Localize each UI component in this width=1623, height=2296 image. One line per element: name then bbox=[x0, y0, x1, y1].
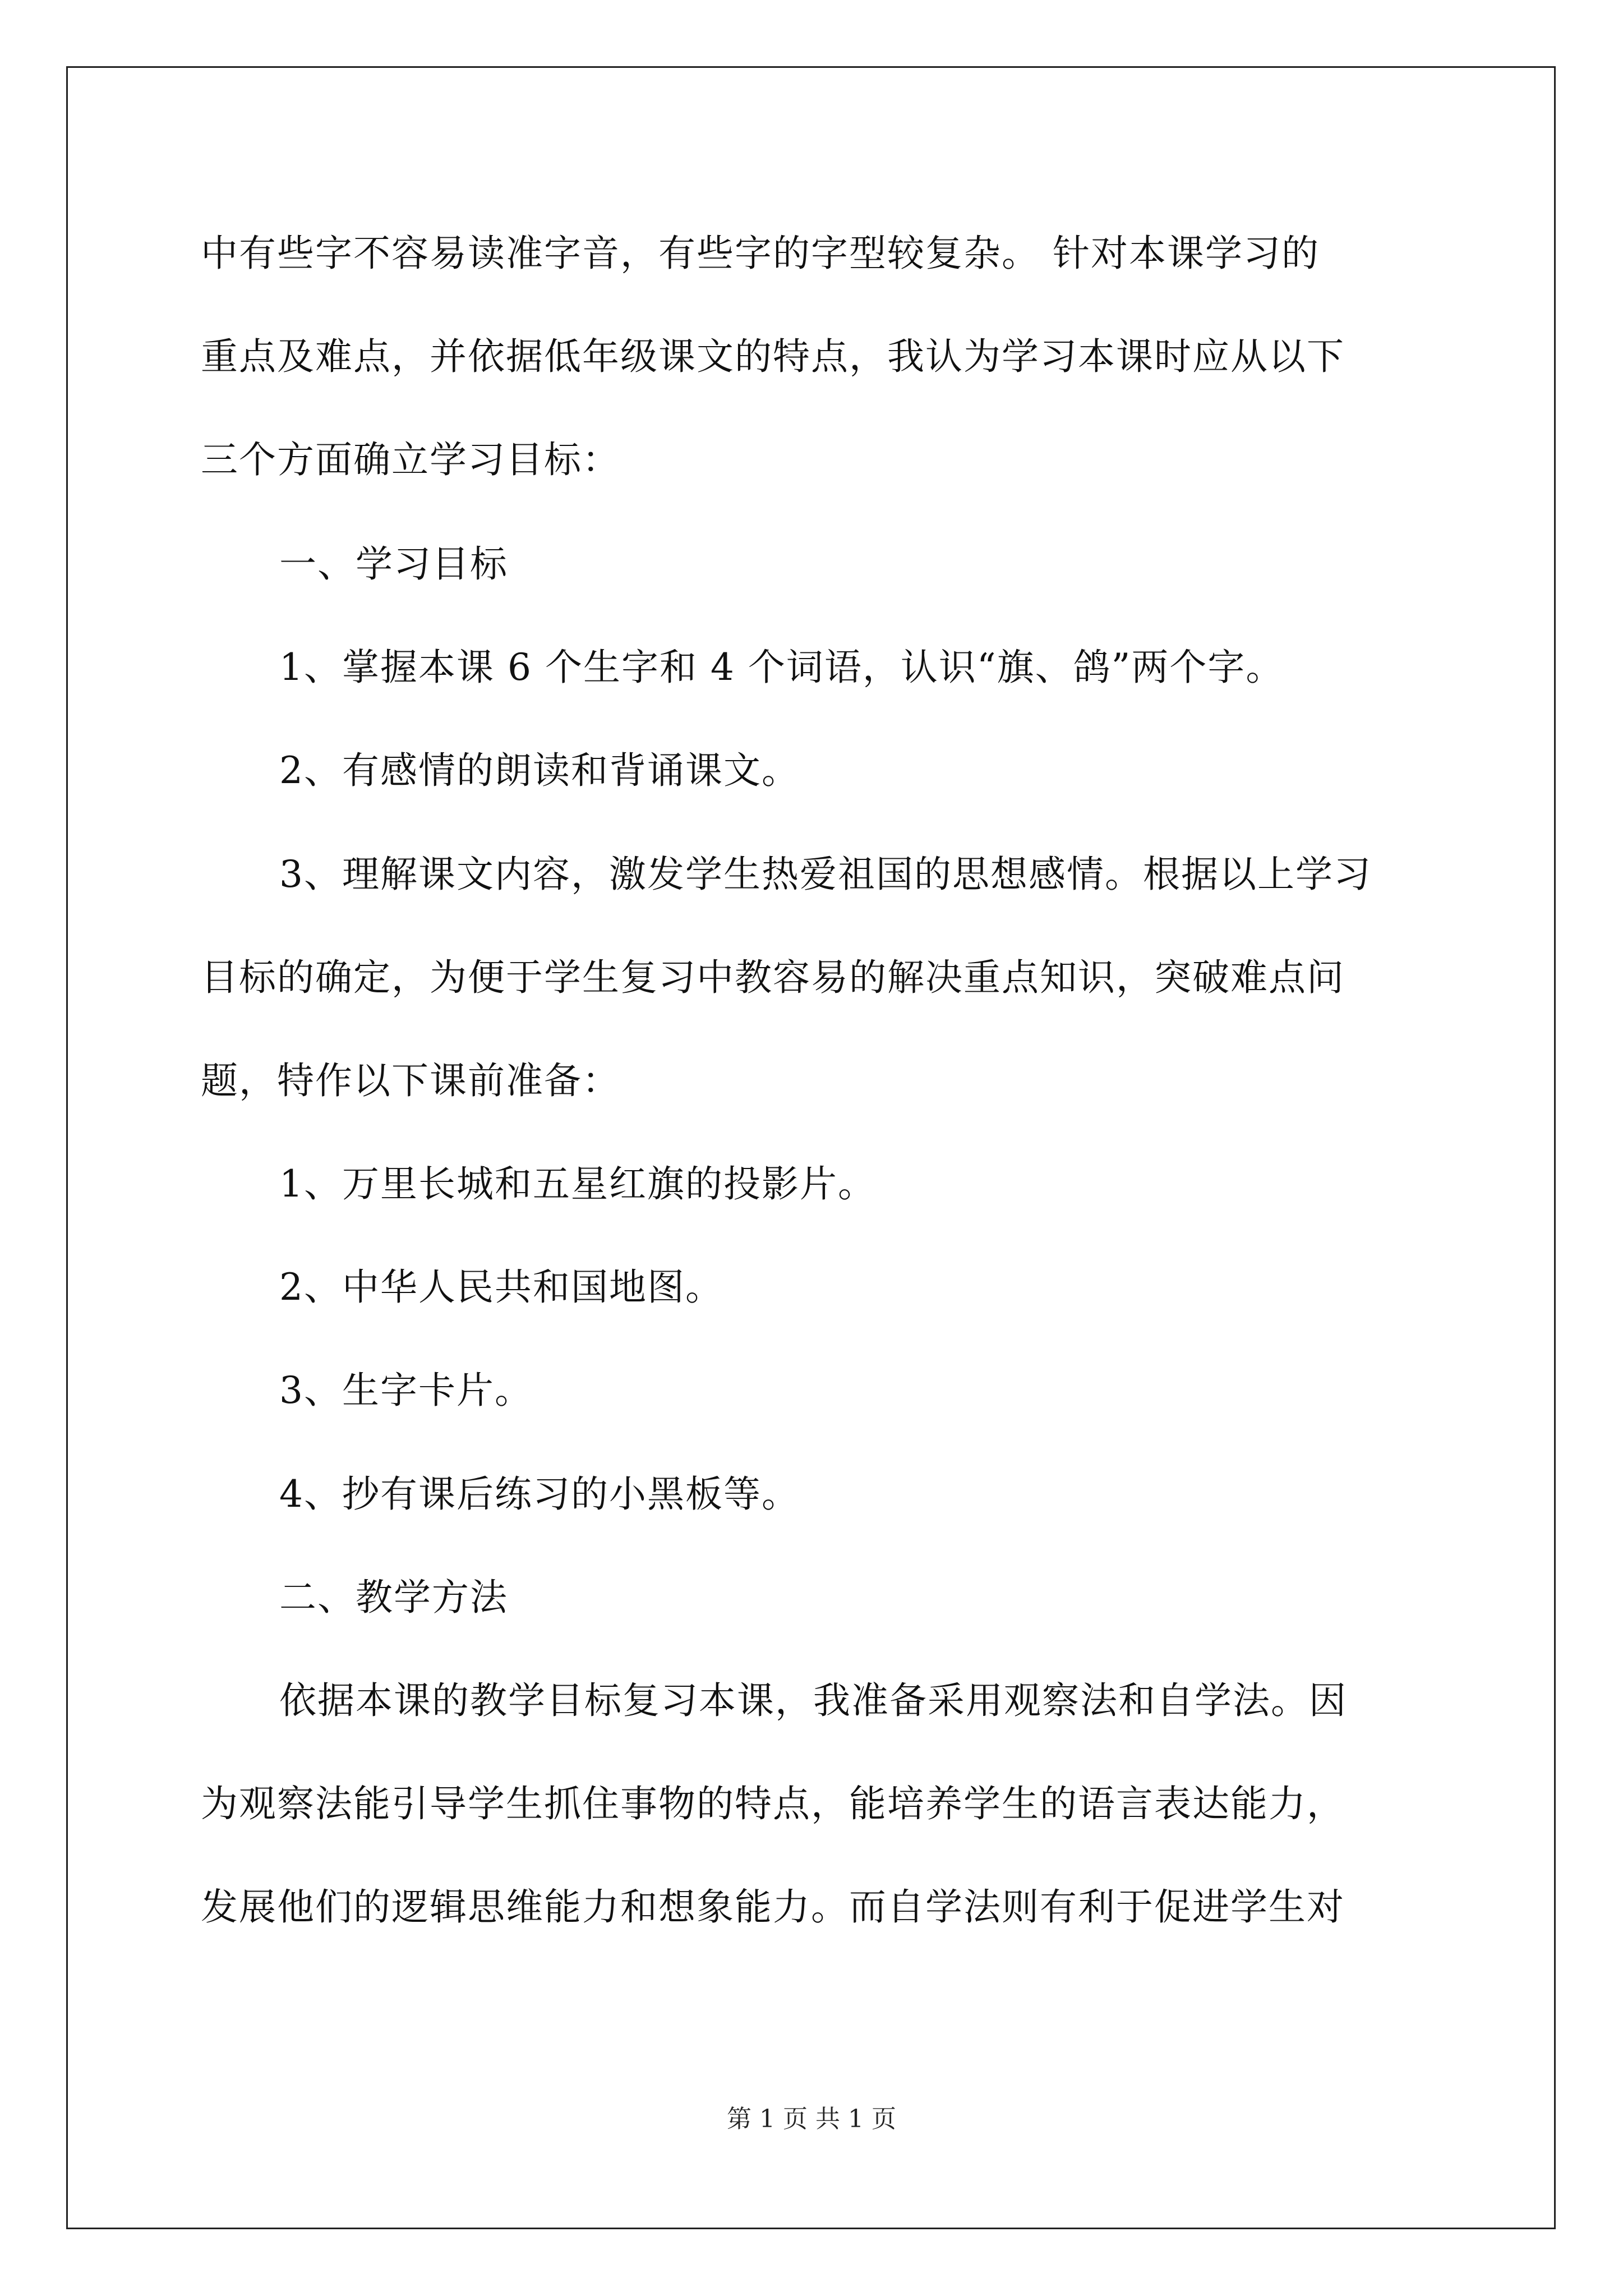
text-line: 重点及难点，并依据低年级课文的特点，我认为学习本课时应从以下 bbox=[201, 335, 1345, 378]
list-item: 1、掌握本课 6 个生字和 4 个词语，认识“旗、鸽”两个字。 bbox=[279, 646, 1284, 689]
list-item: 1、万里长城和五星红旗的投影片。 bbox=[279, 1162, 876, 1205]
paragraph-line: 为观察法能引导学生抓住事物的特点，能培养学生的语言表达能力， bbox=[201, 1782, 1345, 1825]
paragraph-line: 依据本课的教学目标复习本课，我准备采用观察法和自学法。因 bbox=[279, 1679, 1347, 1722]
section-heading: 一、学习目标 bbox=[279, 542, 508, 586]
paragraph-line: 发展他们的逻辑思维能力和想象能力。而自学法则有利于促进学生对 bbox=[201, 1885, 1345, 1929]
list-item: 3、理解课文内容，激发学生热爱祖国的思想感情。根据以上学习 bbox=[279, 853, 1372, 896]
list-item: 4、抄有课后练习的小黑板等。 bbox=[279, 1473, 800, 1516]
list-item: 2、有感情的朗读和背诵课文。 bbox=[279, 749, 800, 792]
text-line: 目标的确定，为便于学生复习中教容易的解决重点知识，突破难点问 bbox=[201, 956, 1345, 999]
page-number-footer: 第 1 页 共 1 页 bbox=[727, 2105, 896, 2133]
list-item: 2、中华人民共和国地图。 bbox=[279, 1266, 723, 1309]
text-line: 三个方面确立学习目标： bbox=[201, 438, 620, 481]
list-item: 3、生字卡片。 bbox=[279, 1369, 533, 1412]
section-heading: 二、教学方法 bbox=[279, 1576, 508, 1619]
text-line: 中有些字不容易读准字音，有些字的字型较复杂。 针对本课学习的 bbox=[201, 232, 1320, 275]
text-line: 题，特作以下课前准备： bbox=[201, 1059, 620, 1102]
